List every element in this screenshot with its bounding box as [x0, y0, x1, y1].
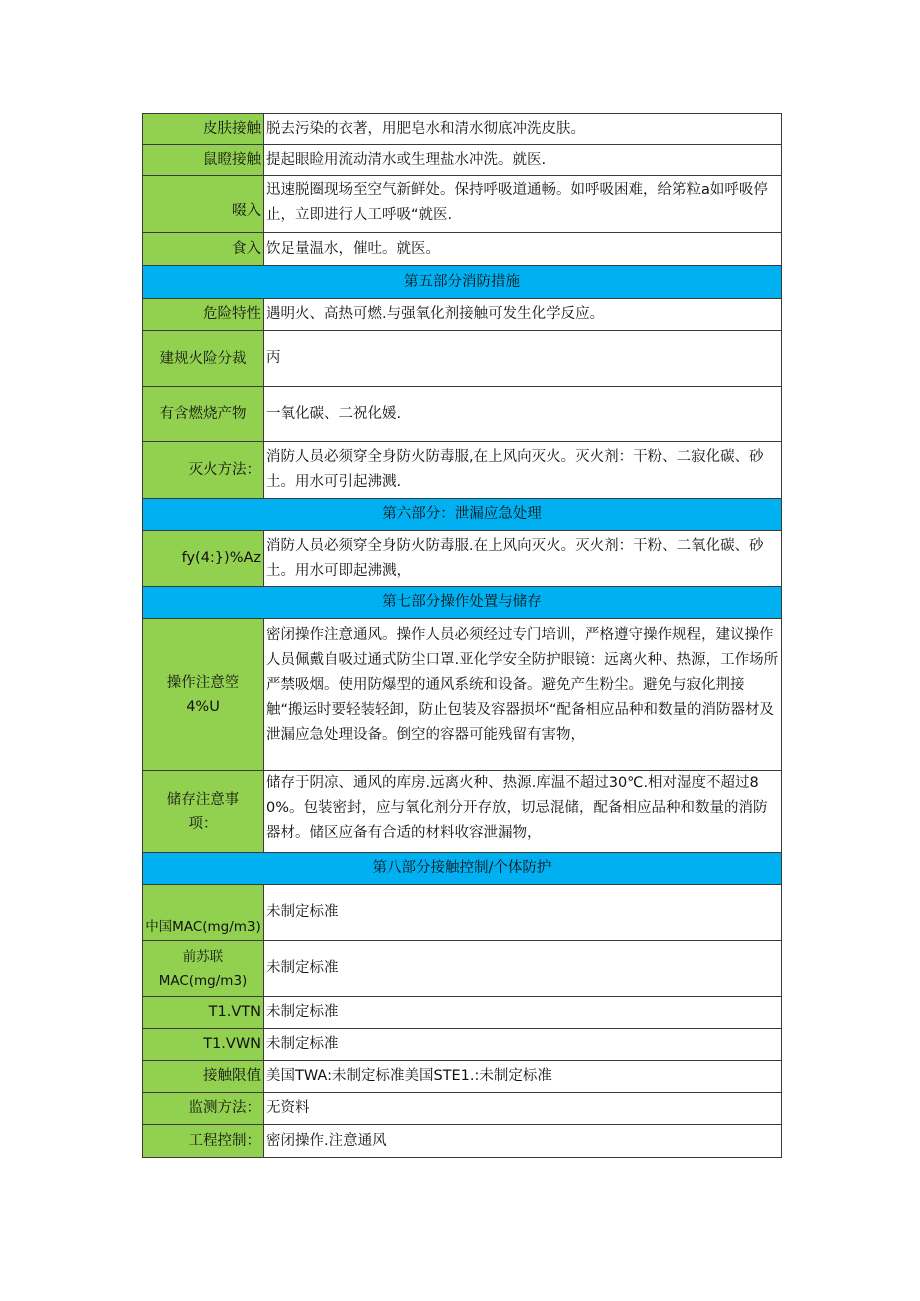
row-label: 鼠瞪接触	[143, 145, 264, 176]
row-value: 一氧化碳、二祝化媛.	[264, 387, 782, 442]
table-row	[143, 176, 782, 233]
row-value: 未制定标准	[264, 1029, 782, 1061]
table-row	[143, 331, 782, 387]
table-row	[143, 997, 782, 1029]
table-row	[143, 1061, 782, 1093]
section-title: 第五部分消防措施	[143, 266, 782, 299]
table-row	[143, 531, 782, 587]
section-header-row	[143, 587, 782, 619]
row-label: 接触限值	[143, 1061, 264, 1093]
table-row	[143, 1093, 782, 1125]
table-row	[143, 299, 782, 331]
row-label: 监测方法：	[143, 1093, 264, 1125]
section-title: 第六部分：泄漏应急处理	[143, 499, 782, 531]
table-row	[143, 114, 782, 145]
table-row	[143, 387, 782, 442]
row-value: 消防人员必须穿全身防火防毒服,在上风向灭火。灭火剂：干粉、二寂化碳、砂土。用水可引起沸溅.	[264, 442, 782, 499]
row-value: 脱去污染的衣著，用肥皂水和清水彻底冲洗皮肤。	[264, 114, 782, 145]
row-value: 未制定标准	[264, 997, 782, 1029]
row-value: 提起眼睑用流动清水或生理盐水冲洗。就医.	[264, 145, 782, 176]
section-title: 第八部分接触控制/个体防护	[143, 853, 782, 885]
row-value: 饮足量温水，催吐。就医。	[264, 233, 782, 266]
table-row	[143, 619, 782, 771]
table-row	[143, 771, 782, 853]
section-title: 第七部分操作处置与储存	[143, 587, 782, 619]
msds-table	[142, 113, 782, 1158]
row-label: 食入	[143, 233, 264, 266]
row-label: T1.VTN	[143, 997, 264, 1029]
row-label: 建规火险分裁	[143, 331, 264, 387]
table-row	[143, 442, 782, 499]
row-label: 操作注意箜4%U	[143, 619, 264, 771]
row-label: T1.VWN	[143, 1029, 264, 1061]
row-label: 工程控制：	[143, 1125, 264, 1158]
section-header-row	[143, 499, 782, 531]
row-label: 皮肤接触	[143, 114, 264, 145]
row-value: 遇明火、高热可燃.与强氧化剂接触可发生化学反应。	[264, 299, 782, 331]
row-value: 美国TWA:未制定标准美国STE1.:未制定标准	[264, 1061, 782, 1093]
row-value: 无资料	[264, 1093, 782, 1125]
row-label: fy(4:})%Az	[143, 531, 264, 587]
table-row	[143, 1029, 782, 1061]
row-value: 密闭操作.注意通风	[264, 1125, 782, 1158]
row-value: 丙	[264, 331, 782, 387]
section-header-row	[143, 266, 782, 299]
row-label: 危险特性	[143, 299, 264, 331]
row-value: 迅速脱圈现场至空气新鲜处。保持呼吸道通畅。如呼吸困难，给笫粒a如呼吸停止，立即进行人工呼吸“就医.	[264, 176, 782, 233]
row-value: 密闭操作注意通风。操作人员必须经过专门培训，严格遵守操作规程，建议操作人员佩戴自吸过通式防尘口罩.亚化学安全防护眼镜：远离火种、热源，工作场所严禁吸烟。使用防爆型的通风系统和设备。避免产生粉尘。避免与寂化荆接触“搬运时要轻装轻卸，防止包装及容器损坏“配备相应品种和数量的消防器材及泄漏应急处理设备。倒空的容器可能残留有害物，	[264, 619, 782, 771]
row-label: 啜入	[143, 176, 264, 233]
row-label: 储存注意事项：	[143, 771, 264, 853]
row-label: 中国MAC(mg/m3)	[143, 885, 264, 941]
row-value: 储存于阴凉、通风的库房.远离火种、热源.库温不超过30℃.相对湿度不超过80%。包装密封，应与氧化剂分开存放，切忌混储，配备相应品种和数量的消防器材。储区应备有合适的材料收容泄漏物，	[264, 771, 782, 853]
table-row	[143, 1125, 782, 1158]
section-header-row	[143, 853, 782, 885]
table-row	[143, 233, 782, 266]
table-row	[143, 145, 782, 176]
row-label: 灭火方法：	[143, 442, 264, 499]
table-row	[143, 885, 782, 941]
table-row	[143, 941, 782, 997]
row-label: 有含燃烧产物	[143, 387, 264, 442]
row-value: 未制定标准	[264, 885, 782, 941]
row-value: 未制定标准	[264, 941, 782, 997]
row-label: 前苏联MAC(mg/m3)	[143, 941, 264, 997]
row-value: 消防人员必须穿全身防火防毒服.在上风向灭火。灭火剂：干粉、二氧化碳、砂土。用水可即起沸溅，	[264, 531, 782, 587]
